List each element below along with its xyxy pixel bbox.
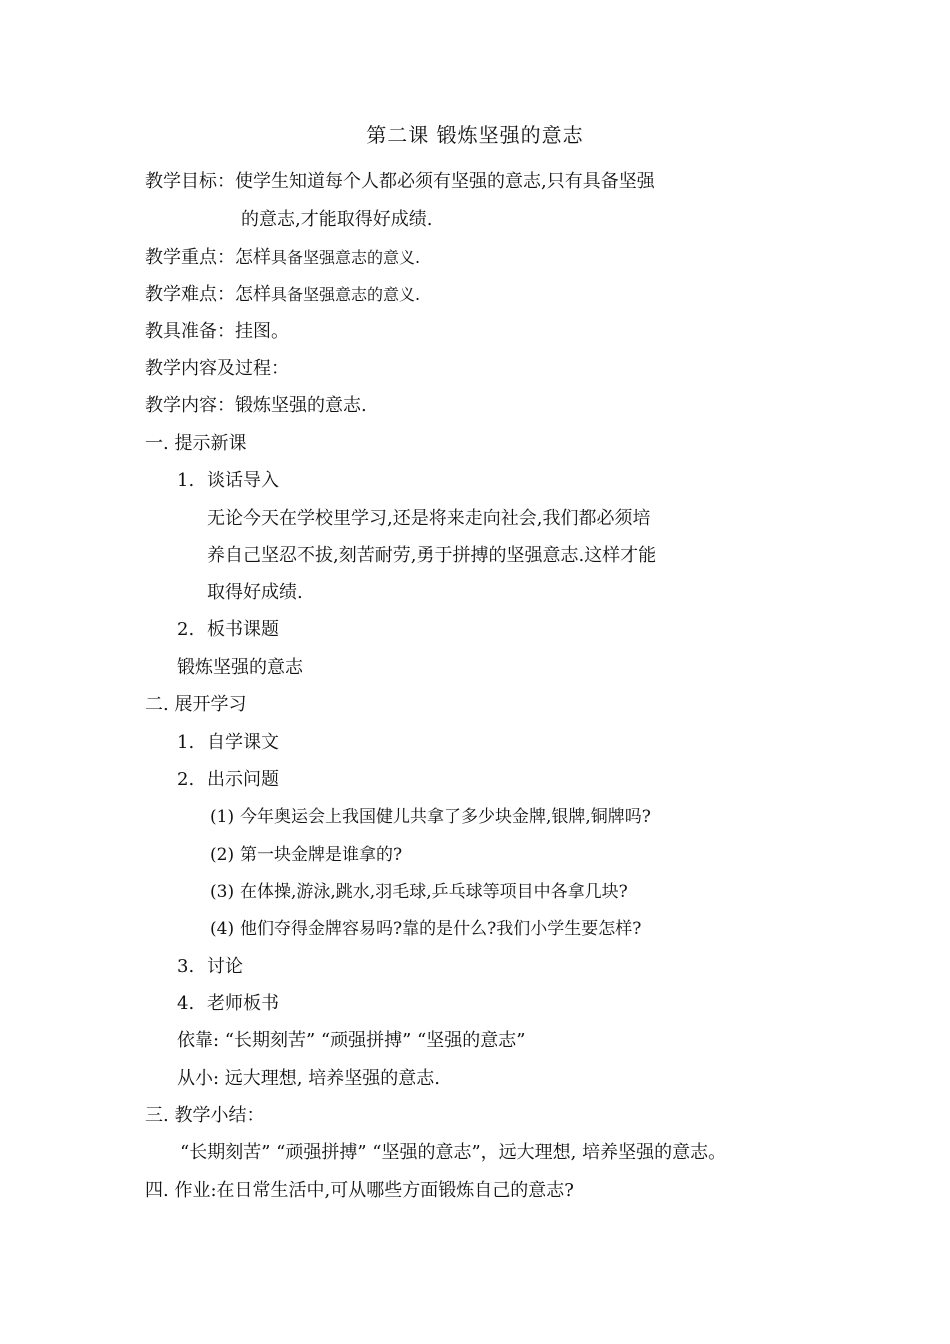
content-text: 锻炼坚强的意志. — [235, 395, 367, 416]
difficulty-label: 教学难点： — [145, 284, 235, 305]
paragraph-line: 取得好成绩. — [207, 582, 303, 603]
difficulty-text: 怎样 — [235, 284, 271, 305]
list-item — [177, 765, 279, 795]
question-text: 今年奥运会上我国健儿共拿了多少块金牌,银牌,铜牌吗? — [240, 807, 651, 827]
question-text: 他们夺得金牌容易吗?靠的是什么?我们小学生要怎样? — [240, 919, 642, 939]
process-heading: 教学内容及过程： — [145, 358, 289, 379]
section-four-homework: 四. 作业:在日常生活中,可从哪些方面锻炼自己的意志? — [145, 1180, 574, 1201]
list-number: 2. — [177, 769, 195, 790]
teaching-content — [145, 391, 367, 421]
question-number: (2) — [210, 845, 235, 865]
list-item — [177, 952, 243, 982]
list-item-text: 老师板书 — [207, 993, 279, 1014]
list-number: 1. — [177, 732, 195, 753]
question-item — [210, 802, 651, 832]
teaching-goal — [145, 167, 655, 197]
tools-text: 挂图。 — [235, 321, 289, 342]
section-three-heading: 三. 教学小结： — [145, 1105, 265, 1126]
teaching-goal-label: 教学目标： — [145, 171, 235, 192]
question-text: 在体操,游泳,跳水,羽毛球,乒乓球等项目中各拿几块? — [240, 882, 628, 902]
teaching-key-point — [145, 243, 420, 273]
paragraph-line: 养自己坚忍不拔,刻苦耐劳,勇于拼搏的坚强意志.这样才能 — [207, 545, 657, 566]
lesson-title: 第二课 锻炼坚强的意志 — [366, 123, 584, 147]
key-point-text: 怎样 — [235, 247, 271, 268]
teaching-difficulty — [145, 280, 420, 310]
list-item — [177, 989, 279, 1019]
paragraph-line: 无论今天在学校里学习,还是将来走向社会,我们都必须培 — [207, 508, 651, 529]
list-item-text: 板书课题 — [207, 619, 279, 640]
list-item — [177, 466, 279, 496]
list-item — [177, 615, 279, 645]
key-point-text-small: 具备坚强意志的意义. — [271, 248, 421, 267]
content-label: 教学内容： — [145, 395, 235, 416]
teaching-tools — [145, 317, 289, 347]
teaching-goal-text: 使学生知道每个人都必须有坚强的意志,只有具备坚强 — [235, 171, 655, 192]
list-item-text: 自学课文 — [207, 732, 279, 753]
board-title: 锻炼坚强的意志 — [177, 657, 303, 678]
question-number: (1) — [210, 807, 235, 827]
board-from-young: 从小: 远大理想, 培养坚强的意志. — [177, 1068, 440, 1089]
list-number: 2. — [177, 619, 195, 640]
question-number: (3) — [210, 882, 235, 902]
list-item — [177, 728, 279, 758]
section-two-heading: 二. 展开学习 — [145, 694, 247, 715]
question-item — [210, 877, 628, 907]
list-number: 4. — [177, 993, 195, 1014]
list-item-text: 谈话导入 — [207, 470, 279, 491]
board-rely: 依靠: “长期刻苦” “顽强拼搏” “坚强的意志” — [177, 1030, 526, 1051]
question-item — [210, 914, 641, 944]
question-text: 第一块金牌是谁拿的? — [240, 845, 403, 865]
teaching-goal-continued: 的意志,才能取得好成绩. — [241, 209, 433, 230]
difficulty-text-small: 具备坚强意志的意义. — [271, 285, 421, 304]
question-number: (4) — [210, 919, 235, 939]
list-item-text: 出示问题 — [207, 769, 279, 790]
question-item — [210, 840, 402, 870]
list-number: 3. — [177, 956, 195, 977]
section-one-heading: 一. 提示新课 — [145, 433, 247, 454]
key-point-label: 教学重点： — [145, 247, 235, 268]
tools-label: 教具准备： — [145, 321, 235, 342]
list-number: 1. — [177, 470, 195, 491]
list-item-text: 讨论 — [207, 956, 243, 977]
summary-text: “长期刻苦” “顽强拼搏” “坚强的意志”，远大理想, 培养坚强的意志。 — [180, 1142, 727, 1163]
